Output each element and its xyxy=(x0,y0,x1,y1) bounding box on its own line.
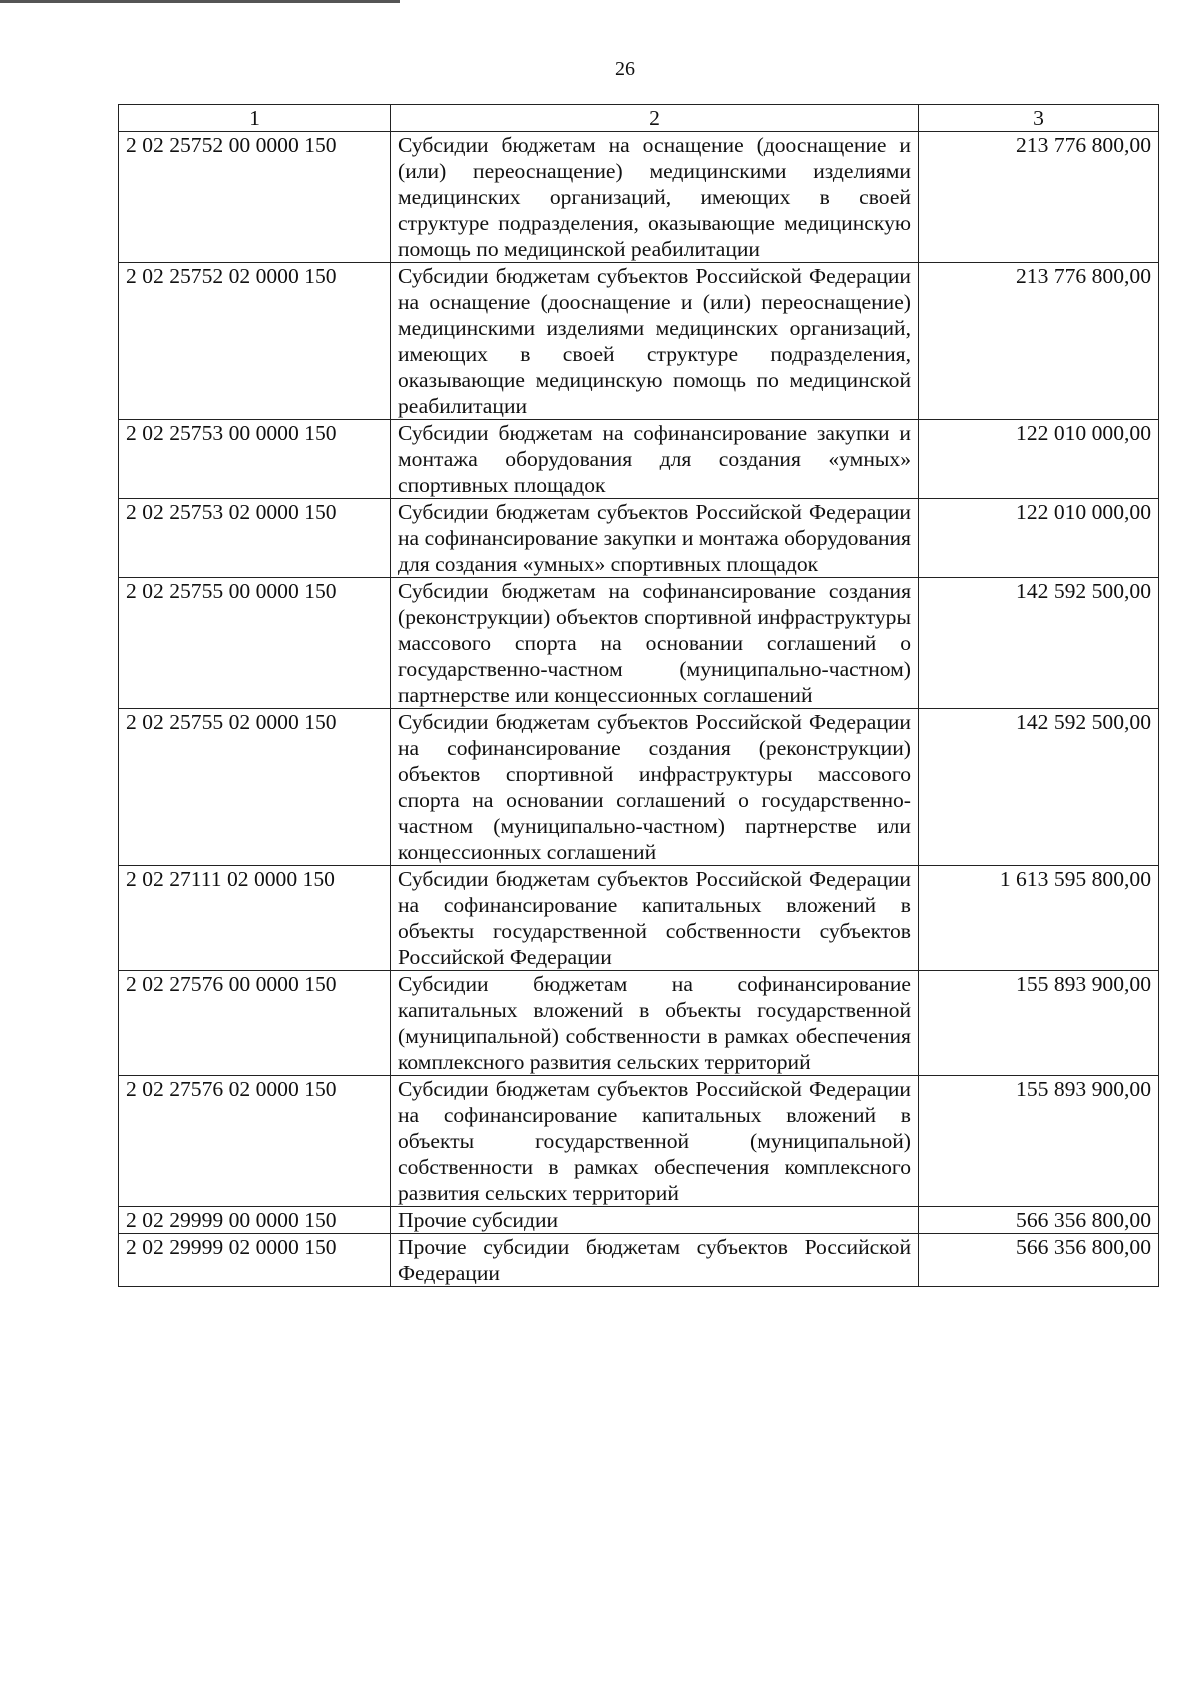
column-header-amount: 3 xyxy=(919,105,1159,132)
row-code: 2 02 29999 00 0000 150 xyxy=(119,1207,391,1234)
row-name: Субсидии бюджетам субъектов Российской Федерации на софинансирование капитальных вложений в объекты государственной (муниципальной) собственности в рамках обеспечения комплексного развития сельских территорий xyxy=(391,1076,919,1207)
table-row xyxy=(119,578,1159,709)
row-amount: 122 010 000,00 xyxy=(919,420,1159,499)
row-name: Субсидии бюджетам на оснащение (дооснащение и (или) переоснащение) медицинскими изделиями медицинских организаций, имеющих в своей структуре подразделения, оказывающие медицинскую помощь по медицинской реабилитации xyxy=(391,132,919,263)
table-row xyxy=(119,263,1159,420)
column-header-name: 2 xyxy=(391,105,919,132)
table-row xyxy=(119,132,1159,263)
table-row xyxy=(119,1076,1159,1207)
row-code: 2 02 27576 00 0000 150 xyxy=(119,971,391,1076)
row-code: 2 02 25752 00 0000 150 xyxy=(119,132,391,263)
table-row xyxy=(119,866,1159,971)
row-amount: 213 776 800,00 xyxy=(919,132,1159,263)
row-amount: 566 356 800,00 xyxy=(919,1207,1159,1234)
column-header-code: 1 xyxy=(119,105,391,132)
table-row xyxy=(119,499,1159,578)
row-name: Субсидии бюджетам субъектов Российской Федерации на софинансирование капитальных вложений в объекты государственной собственности субъектов Российской Федерации xyxy=(391,866,919,971)
row-code: 2 02 25752 02 0000 150 xyxy=(119,263,391,420)
row-amount: 142 592 500,00 xyxy=(919,709,1159,866)
table-row xyxy=(119,420,1159,499)
table-header-row xyxy=(119,105,1159,132)
row-code: 2 02 27111 02 0000 150 xyxy=(119,866,391,971)
budget-table xyxy=(118,104,1159,1287)
row-name: Субсидии бюджетам на софинансирование закупки и монтажа оборудования для создания «умных» спортивных площадок xyxy=(391,420,919,499)
row-code: 2 02 25753 00 0000 150 xyxy=(119,420,391,499)
row-code: 2 02 29999 02 0000 150 xyxy=(119,1234,391,1287)
table-row xyxy=(119,709,1159,866)
row-name: Субсидии бюджетам на софинансирование создания (реконструкции) объектов спортивной инфраструктуры массового спорта на основании соглашений о государственно-частном (муниципально-частном) партнерстве или концессионных соглашений xyxy=(391,578,919,709)
table-row xyxy=(119,1234,1159,1287)
table-row xyxy=(119,1207,1159,1234)
row-amount: 155 893 900,00 xyxy=(919,971,1159,1076)
row-amount: 213 776 800,00 xyxy=(919,263,1159,420)
row-amount: 122 010 000,00 xyxy=(919,499,1159,578)
page-number: 26 xyxy=(615,58,635,80)
row-amount: 155 893 900,00 xyxy=(919,1076,1159,1207)
row-code: 2 02 25755 02 0000 150 xyxy=(119,709,391,866)
row-code: 2 02 25755 00 0000 150 xyxy=(119,578,391,709)
row-name: Прочие субсидии бюджетам субъектов Российской Федерации xyxy=(391,1234,919,1287)
row-amount: 566 356 800,00 xyxy=(919,1234,1159,1287)
scan-edge-line xyxy=(0,0,400,3)
row-name: Субсидии бюджетам субъектов Российской Федерации на софинансирование создания (реконструкции) объектов спортивной инфраструктуры массового спорта на основании соглашений о государственно-частном (муниципально-частном) партнерстве или концессионных соглашений xyxy=(391,709,919,866)
row-code: 2 02 27576 02 0000 150 xyxy=(119,1076,391,1207)
row-name: Субсидии бюджетам субъектов Российской Федерации на оснащение (дооснащение и (или) переоснащение) медицинскими изделиями медицинских организаций, имеющих в своей структуре подразделения, оказывающие медицинскую помощь по медицинской реабилитации xyxy=(391,263,919,420)
row-amount: 1 613 595 800,00 xyxy=(919,866,1159,971)
table-row xyxy=(119,971,1159,1076)
row-name: Прочие субсидии xyxy=(391,1207,919,1234)
row-amount: 142 592 500,00 xyxy=(919,578,1159,709)
row-name: Субсидии бюджетам субъектов Российской Федерации на софинансирование закупки и монтажа оборудования для создания «умных» спортивных площадок xyxy=(391,499,919,578)
row-code: 2 02 25753 02 0000 150 xyxy=(119,499,391,578)
row-name: Субсидии бюджетам на софинансирование капитальных вложений в объекты государственной (муниципальной) собственности в рамках обеспечения комплексного развития сельских территорий xyxy=(391,971,919,1076)
